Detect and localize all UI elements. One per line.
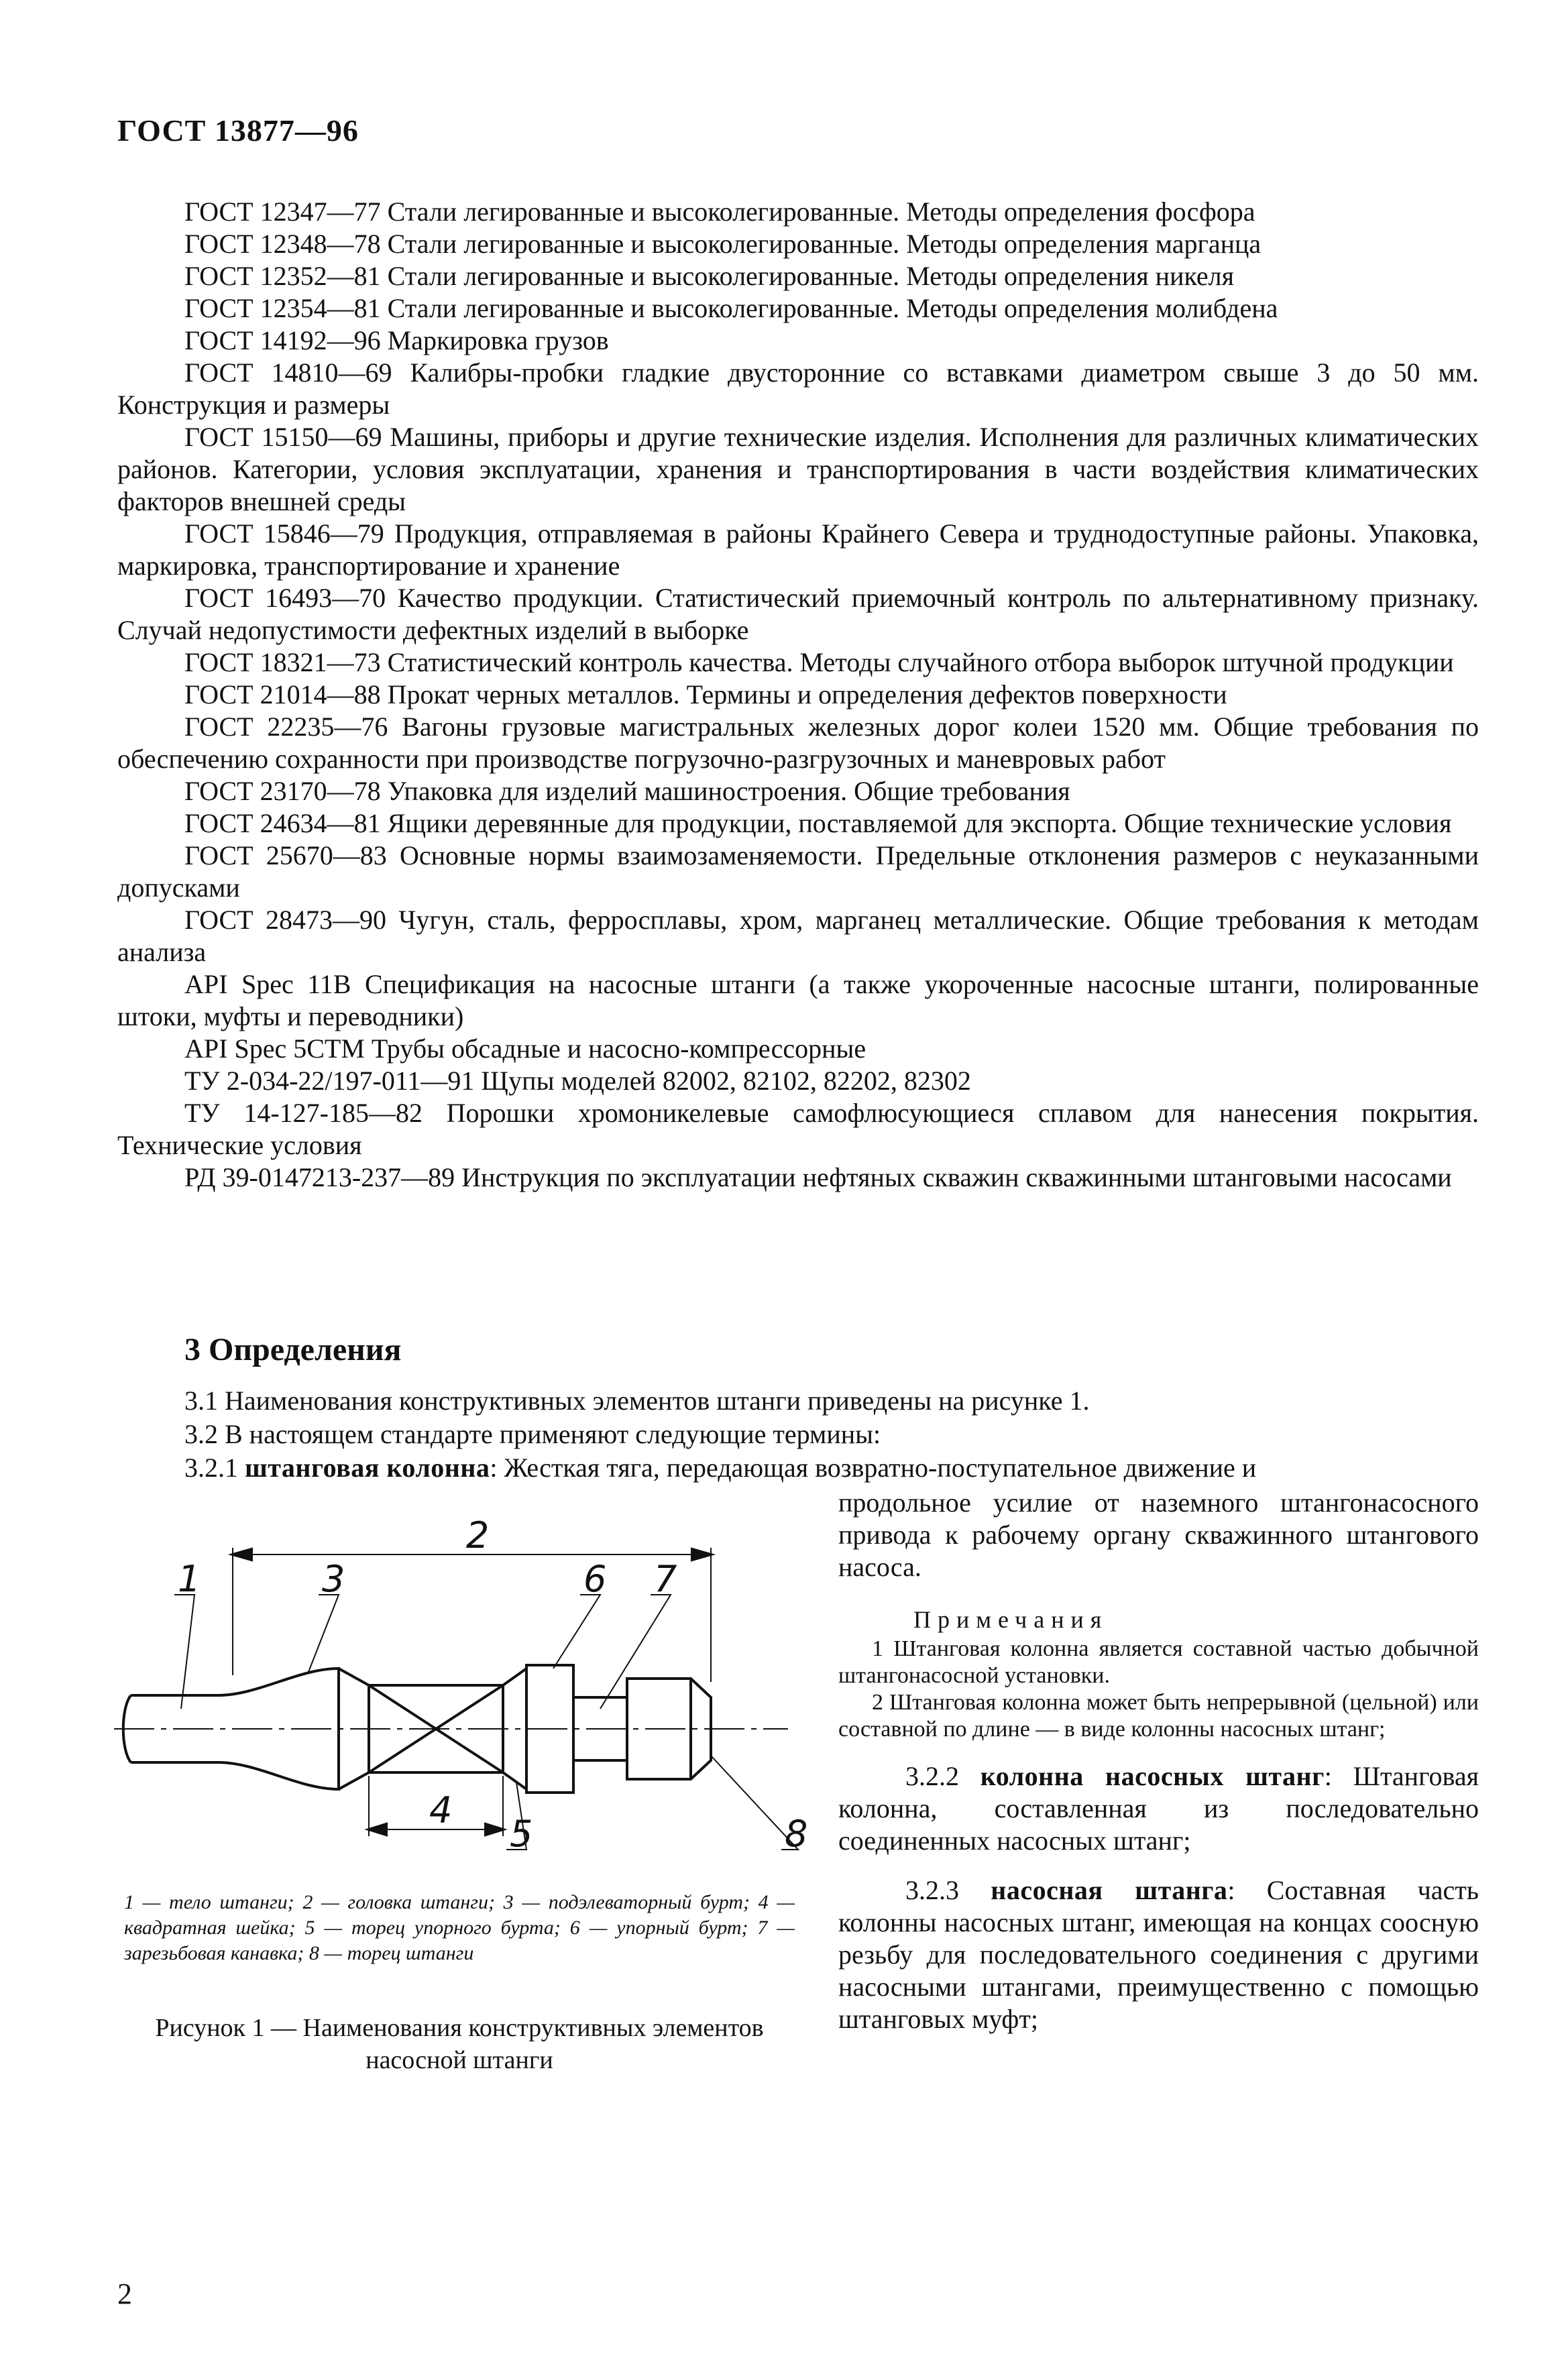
paragraph-3-2-3 — [838, 1874, 1479, 2035]
reference-item: ГОСТ 22235—76 Вагоны грузовые магистральных железных дорог колеи 1520 мм. Общие требования по обеспечению сохранности при производстве погрузочно-разгрузочных и маневровых работ — [117, 712, 1479, 774]
reference-item: ГОСТ 23170—78 Упаковка для изделий машиностроения. Общие требования — [184, 776, 1070, 806]
label-1: 1 — [178, 1558, 201, 1600]
label-7: 7 — [654, 1558, 677, 1600]
paragraph-3-1: 3.1 Наименования конструктивных элементов штанги приведены на рисунке 1. — [184, 1386, 1090, 1416]
reference-item: ГОСТ 21014—88 Прокат черных металлов. Термины и определения дефектов поверхности — [184, 679, 1227, 710]
paragraph-3-2-1 — [117, 1452, 1479, 1484]
reference-item: РД 39-0147213-237—89 Инструкция по эксплуатации нефтяных скважин скважинными штанговыми насосами — [184, 1162, 1452, 1192]
page-header: ГОСТ 13877—96 — [117, 113, 359, 148]
figure-legend: 1 — тело штанги; 2 — головка штанги; 3 — подэлеваторный бурт; 4 — квадратная шейка; 5 — торец упорного бурта; 6 — упорный бурт; 7 — зарезьбовая канавка; 8 — торец штанги — [124, 1891, 795, 1964]
label-2: 2 — [466, 1514, 490, 1557]
term-definition: : Жесткая тяга, передающая возвратно-поступательное движение и — [490, 1453, 1257, 1483]
section-title: 3 Определения — [184, 1332, 402, 1367]
reference-item: ГОСТ 24634—81 Ящики деревянные для продукции, поставляемой для экспорта. Общие технические условия — [184, 808, 1452, 838]
reference-item: ГОСТ 25670—83 Основные нормы взаимозаменяемости. Предельные отклонения размеров с неуказанными допусками — [117, 840, 1479, 903]
term-definition: : Составная часть колонны насосных штанг, имеющая на концах соосную резьбу для последовательного соединения с другими насосными штангами, преимущественно с помощью штанговых муфт; — [838, 1875, 1479, 2034]
label-6: 6 — [583, 1558, 607, 1600]
term-number: 3.2.3 — [905, 1875, 959, 1905]
reference-item: ГОСТ 14810—69 Калибры-пробки гладкие двусторонние со вставками диаметром свыше 3 до 50 мм. Конструкция и размеры — [117, 357, 1479, 420]
reference-item: ГОСТ 14192—96 Маркировка грузов — [184, 325, 609, 355]
reference-item: ГОСТ 12347—77 Стали легированные и высоколегированные. Методы определения фосфора — [184, 196, 1255, 227]
rod-figure — [111, 1508, 822, 1863]
paragraph-3-2-2 — [838, 1760, 1479, 1857]
term-name: насосная штанга — [991, 1875, 1228, 1905]
reference-item: ГОСТ 15846—79 Продукция, отправляемая в районы Крайнего Севера и труднодоступные районы. Упаковка, маркировка, транспортирование и хранение — [117, 518, 1479, 581]
paragraph-3-2-1-continued: продольное усилие от наземного штангонасосного привода к рабочему органу скважинного штангового насоса. — [838, 1487, 1479, 1582]
reference-item: ГОСТ 15150—69 Машины, приборы и другие технические изделия. Исполнения для различных климатических районов. Категории, условия эксплуатации, хранения и транспортирования в части воздействия климатических факторов внешней среды — [117, 422, 1479, 516]
paragraph-3-2: 3.2 В настоящем стандарте применяют следующие термины: — [184, 1419, 881, 1449]
reference-item: ТУ 14-127-185—82 Порошки хромоникелевые самофлюсующиеся сплавом для нанесения покрытия. Технические условия — [117, 1098, 1479, 1160]
reference-item: API Spec 5CTM Трубы обсадные и насосно-компрессорные — [184, 1033, 866, 1064]
label-4: 4 — [429, 1789, 453, 1831]
term-name: штанговая колонна — [245, 1453, 490, 1483]
term-number: 3.2.2 — [905, 1761, 959, 1791]
reference-item: ГОСТ 16493—70 Качество продукции. Статистический приемочный контроль по альтернативному признаку. Случай недопустимости дефектных изделий в выборке — [117, 583, 1479, 645]
reference-item: ГОСТ 12352—81 Стали легированные и высоколегированные. Методы определения никеля — [184, 261, 1235, 291]
pump-rod-drawing — [111, 1508, 822, 1863]
label-8: 8 — [785, 1813, 808, 1855]
label-5: 5 — [510, 1813, 533, 1855]
note-2: 2 Штанговая колонна может быть непрерывной (цельной) или составной по длине — в виде колонны насосных штанг; — [838, 1690, 1479, 1742]
right-column — [838, 1487, 1479, 2035]
page-number: 2 — [117, 2277, 132, 2310]
reference-item: ГОСТ 12354—81 Стали легированные и высоколегированные. Методы определения молибдена — [184, 293, 1278, 323]
reference-item: ГОСТ 28473—90 Чугун, сталь, ферросплавы, хром, марганец металлические. Общие требования к методам анализа — [117, 905, 1479, 967]
notes-title: Примечания — [913, 1606, 1109, 1633]
reference-item: ТУ 2-034-22/197-011—91 Щупы моделей 82002, 82102, 82202, 82302 — [184, 1066, 971, 1096]
note-1: 1 Штанговая колонна является составной частью добычной штангонасосной установки. — [838, 1636, 1479, 1688]
reference-item: API Spec 11B Спецификация на насосные штанги (а также укороченные насосные штанги, полированные штоки, муфты и переводники) — [117, 969, 1479, 1031]
figure-caption: Рисунок 1 — Наименования конструктивных элементов насосной штанги — [155, 2014, 764, 2074]
reference-item: ГОСТ 18321—73 Статистический контроль качества. Методы случайного отбора выборок штучной продукции — [184, 647, 1454, 677]
label-3: 3 — [322, 1558, 345, 1600]
term-name: колонна насосных штанг — [980, 1761, 1325, 1791]
references-list — [117, 196, 1479, 1194]
term-number: 3.2.1 — [184, 1453, 238, 1483]
term-definition: : Штанговая колонна, составленная из последовательно соединенных насосных штанг; — [838, 1761, 1479, 1856]
reference-item: ГОСТ 12348—78 Стали легированные и высоколегированные. Методы определения марганца — [184, 229, 1262, 259]
